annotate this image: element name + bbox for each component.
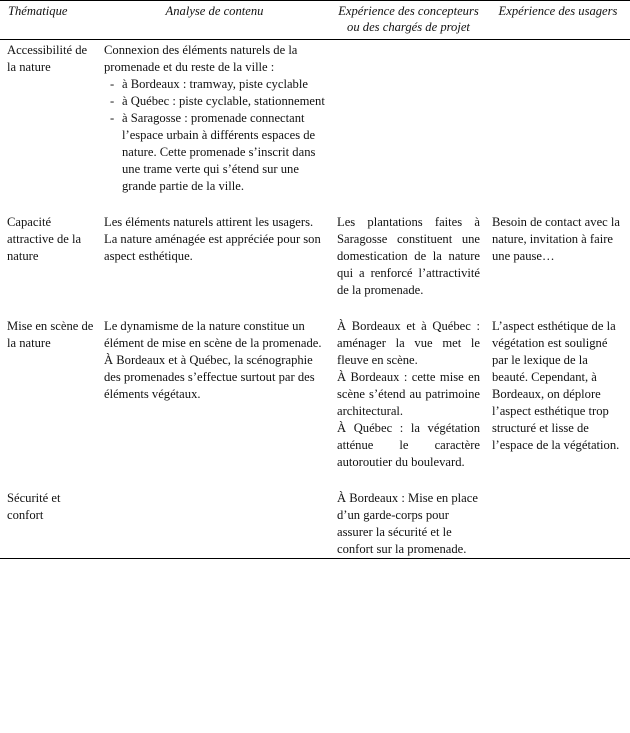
bullet-dash: - (110, 94, 115, 108)
bullet-text: à Québec : piste cyclable, stationnement (122, 94, 325, 108)
cell-usagers: L’aspect esthétique de la végétation est souligné par le lexique de la beauté. Cependant, à Bordeaux, on déplore l’aspect esthétique trop structuré et lisse de l’espace de la végétation. (492, 319, 620, 452)
bullet-dash: - (110, 111, 115, 125)
bullet-text: à Bordeaux : tramway, piste cyclable (122, 77, 308, 91)
list-item (104, 110, 325, 195)
header-thematique: Thématique (0, 1, 98, 40)
table-row (0, 40, 630, 213)
cell-concepteurs (331, 40, 486, 213)
list-item (104, 93, 325, 110)
analyse-intro: Connexion des éléments naturels de la promenade et du reste de la ville : (104, 43, 298, 74)
bullet-dash: - (110, 77, 115, 91)
cell-usagers (486, 40, 630, 213)
header-analyse: Analyse de contenu (98, 1, 331, 40)
cell-concepteurs (331, 316, 486, 488)
cell-usagers (486, 488, 630, 559)
header-concepteurs: Expérience des concepteurs ou des chargés de projet (331, 1, 486, 40)
cell-usagers: Besoin de contact avec la nature, invitation à faire une pause… (492, 215, 620, 263)
concepteurs-paragraph: À Bordeaux : cette mise en scène s’étend au patrimoine architectural. (337, 370, 480, 418)
cell-thematique: Mise en scène de la nature (7, 319, 94, 350)
cell-thematique: Accessibilité de la nature (7, 43, 88, 74)
table-row (0, 316, 630, 488)
cell-thematique: Capacité attractive de la nature (7, 215, 82, 263)
list-item (104, 76, 325, 93)
analyse-bullet-list (104, 76, 325, 195)
cell-analyse: Les éléments naturels attirent les usagers. La nature aménagée est appréciée pour son aspect esthétique. (104, 215, 321, 263)
cell-thematique: Sécurité et confort (0, 488, 98, 559)
cell-concepteurs: Les plantations faites à Saragosse constituent une domestication de la nature qui a renforcé l’attractivité de la promenade. (337, 215, 480, 297)
cell-analyse: Le dynamisme de la nature constitue un élément de mise en scène de la promenade. À Bordeaux et à Québec, la scénographie des promenades s’effectue surtout par des éléments végétaux. (104, 319, 322, 401)
concepteurs-paragraph: À Québec : la végétation atténue le caractère autoroutier du boulevard. (337, 421, 480, 469)
table-row (0, 212, 630, 316)
cell-analyse (98, 488, 331, 559)
header-row (0, 1, 630, 40)
concepteurs-paragraph: À Bordeaux et à Québec : aménager la vue met le fleuve en scène. (337, 319, 480, 367)
cell-concepteurs: À Bordeaux : Mise en place d’un garde-corps pour assurer la sécurité et le confort sur la promenade. (331, 488, 486, 559)
header-usagers: Expérience des usagers (486, 1, 630, 40)
table-row (0, 488, 630, 559)
cell-analyse (98, 40, 331, 213)
bullet-text: à Saragosse : promenade connectant l’espace urbain à différents espaces de nature. Cette promenade s’inscrit dans une trame verte qui s’étend sur une grande partie de la ville. (122, 111, 316, 193)
